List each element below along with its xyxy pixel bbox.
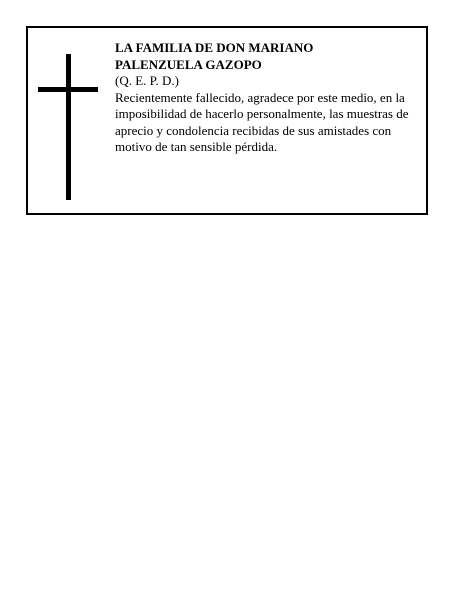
- notice-title-line2: PALENZUELA GAZOPO: [115, 56, 262, 72]
- notice-title-line1: LA FAMILIA DE DON MARIANO: [115, 40, 314, 55]
- obituary-notice: [26, 26, 428, 215]
- notice-title: [115, 40, 423, 73]
- cross-icon: [38, 54, 98, 200]
- notice-body: Recientemente fallecido, agradece por este medio, en la imposibilidad de hacerlo personalmente, las muestras de aprecio y condolencia recibidas de sus amistades con motivo de tan sensible pérdida.: [115, 89, 409, 154]
- rip-abbreviation: (Q. E. P. D.): [115, 73, 179, 88]
- cross-horizontal-bar: [38, 87, 98, 92]
- cross-vertical-bar: [66, 54, 71, 200]
- notice-text-block: [115, 40, 423, 156]
